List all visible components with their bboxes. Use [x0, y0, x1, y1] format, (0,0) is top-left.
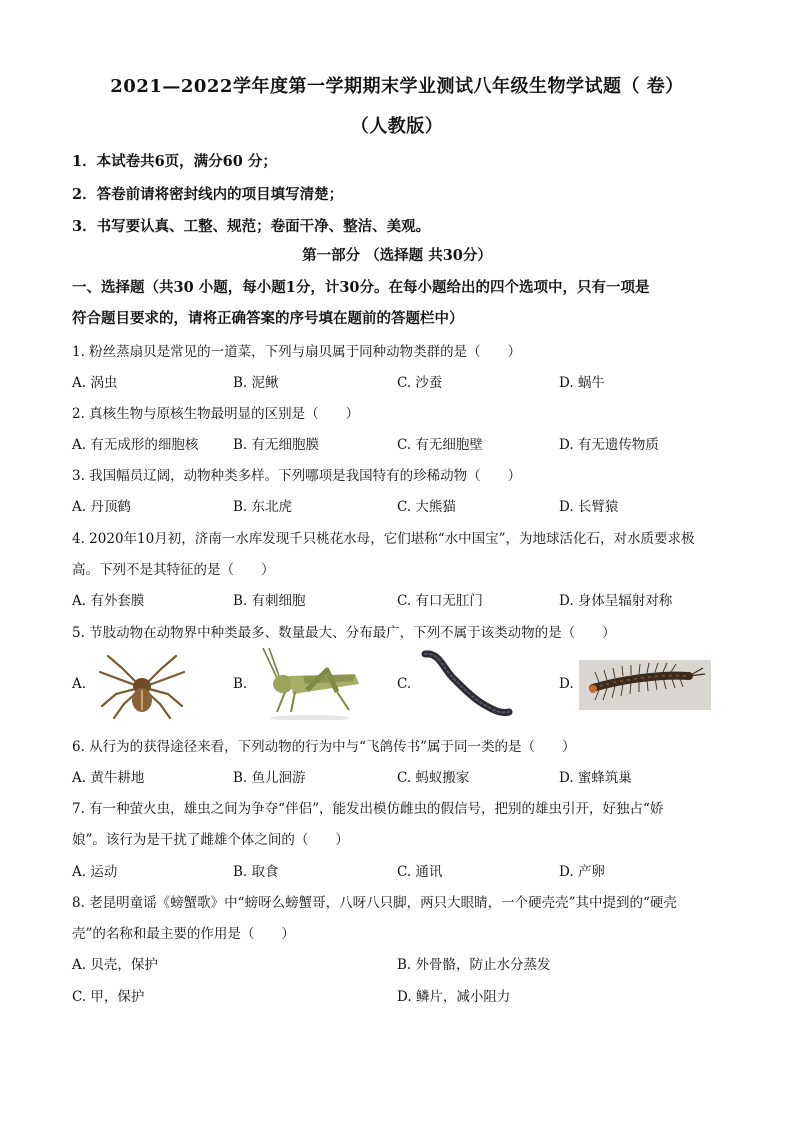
option-b: B. 泥鳅 [233, 375, 279, 391]
option-d: D. 鳞片，减小阻力 [397, 989, 511, 1005]
question-3-stem: 3. 我国幅员辽阔，动物种类多样。下列哪项是我国特有的珍稀动物（ ） [72, 468, 522, 484]
option-a: A. 运动 [72, 864, 118, 880]
option-b: B. [233, 676, 248, 692]
question-6-options [72, 766, 732, 788]
question-2-stem: 2. 真核生物与原核生物最明显的区别是（ ） [72, 406, 360, 422]
earthworm-image [417, 648, 517, 720]
centipede-image [579, 660, 711, 710]
question-8-stem-line1: 8. 老昆明童谣《螃蟹歌》中“螃呀么螃蟹哥，八呀八只脚，两只大眼睛，一个硬壳壳”其中提到的“硬壳 [72, 895, 677, 911]
option-c: C. 有口无肛门 [397, 593, 483, 609]
question-7-stem-line2: 娘”。该行为是干扰了雌雄个体之间的（ ） [72, 832, 349, 848]
instruction-1: 1．本试卷共6页，满分60 分； [72, 153, 277, 170]
option-d: D. 身体呈辐射对称 [559, 593, 673, 609]
question-8-options-row2 [72, 985, 732, 1007]
question-1-stem: 1. 粉丝蒸扇贝是常见的一道菜，下列与扇贝属于同种动物类群的是（ ） [72, 344, 522, 360]
option-a: A. 有外套膜 [72, 593, 145, 609]
option-b: B. 取食 [233, 864, 279, 880]
question-7-stem-line1: 7. 有一种萤火虫，雄虫之间为争夺“伴侣”，能发出模仿雌虫的假信号，把别的雄虫引开，好独占“娇 [72, 801, 664, 817]
section-heading: 第一部分 （选择题 共30分） [302, 247, 492, 264]
option-c: C. 蚂蚁搬家 [397, 770, 470, 786]
section-intro-line2: 符合题目要求的，请将正确答案的序号填在题前的答题栏中） [72, 310, 464, 327]
option-c: C. 沙蚕 [397, 375, 443, 391]
option-d: D. 有无遗传物质 [559, 437, 659, 453]
option-c: C. 大熊猫 [397, 499, 456, 515]
option-d: D. 蜗牛 [559, 375, 605, 391]
option-c: C. [397, 676, 412, 692]
option-a: A. [72, 676, 87, 692]
option-d: D. [559, 676, 574, 692]
option-b: B. 外骨骼，防止水分蒸发 [397, 957, 551, 973]
section-intro-line1: 一、选择题（共30 小题，每小题1分，计30分。在每小题给出的四个选项中，只有一项是 [72, 279, 650, 296]
option-b: B. 有刺细胞 [233, 593, 306, 609]
question-6-stem: 6. 从行为的获得途径来看，下列动物的行为中与“飞鸽传书”属于同一类的是（ ） [72, 739, 576, 755]
option-b: B. 有无细胞膜 [233, 437, 320, 453]
option-d: D. 产卵 [559, 864, 605, 880]
question-5-image-options [72, 648, 732, 724]
question-4-stem-line2: 高。下列不是其特征的是（ ） [72, 562, 275, 578]
question-2-options [72, 433, 732, 455]
exam-title: 2021—2022学年度第一学期期末学业测试八年级生物学试题（ 卷） [110, 76, 684, 97]
spider-image [92, 648, 192, 720]
option-c: C. 通讯 [397, 864, 443, 880]
option-d: D. 长臂猿 [559, 499, 619, 515]
option-a: A. 涡虫 [72, 375, 118, 391]
option-a: A. 黄牛耕地 [72, 770, 145, 786]
instruction-3: 3．书写要认真、工整、规范；卷面干净、整洁、美观。 [72, 218, 431, 235]
option-b: B. 东北虎 [233, 499, 293, 515]
question-8-options-row1 [72, 953, 732, 975]
option-a: A. 丹顶鹤 [72, 499, 131, 515]
exam-subtitle: （人教版） [350, 116, 444, 137]
question-3-options [72, 495, 732, 517]
question-5-stem: 5. 节肢动物在动物界中种类最多、数量最大、分布最广，下列不属于该类动物的是（ ） [72, 625, 616, 641]
question-4-options [72, 589, 732, 611]
option-c: C. 有无细胞壁 [397, 437, 483, 453]
grasshopper-image [255, 648, 365, 720]
instruction-2: 2．答卷前请将密封线内的项目填写清楚； [72, 186, 344, 203]
option-a: A. 贝壳，保护 [72, 957, 158, 973]
option-a: A. 有无成形的细胞核 [72, 437, 199, 453]
question-1-options [72, 371, 732, 393]
option-b: B. 鱼儿洄游 [233, 770, 306, 786]
option-c: C. 甲，保护 [72, 989, 145, 1005]
question-8-stem-line2: 壳”的名称和最主要的作用是（ ） [72, 926, 295, 942]
question-7-options [72, 860, 732, 882]
option-d: D. 蜜蜂筑巢 [559, 770, 632, 786]
question-4-stem-line1: 4. 2020年10月初，济南一水库发现千只桃花水母，它们堪称“水中国宝”，为地球活化石，对水质要求极 [72, 531, 695, 547]
